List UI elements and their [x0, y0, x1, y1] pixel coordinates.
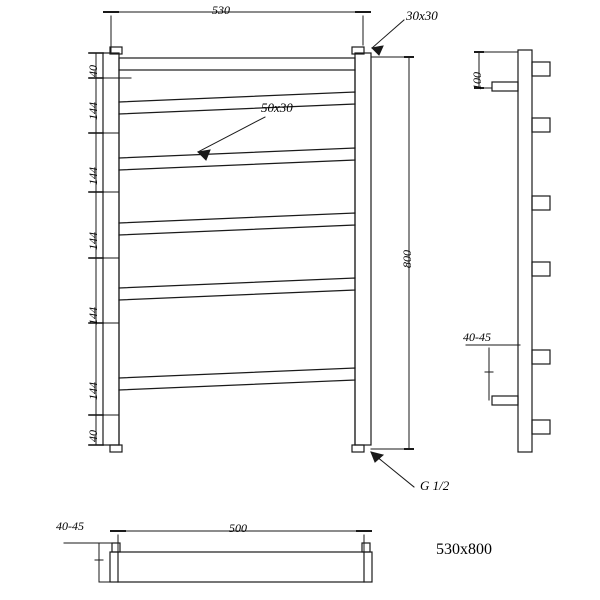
side-brackets — [532, 62, 550, 434]
dimension-side-40-45 — [466, 345, 520, 400]
side-post — [518, 50, 532, 452]
front-rail-3 — [119, 148, 355, 170]
label-side-100: 100 — [470, 72, 484, 90]
front-bottom-connectors — [110, 445, 364, 452]
label-g12: G 1/2 — [420, 478, 450, 493]
side-connector-top — [492, 82, 518, 91]
label-seg-4: 144 — [86, 232, 100, 250]
label-seg-7: 40 — [86, 430, 100, 442]
front-right-post — [355, 53, 371, 445]
plan-stubs — [112, 543, 370, 552]
label-side-40-45: 40-45 — [463, 330, 491, 344]
plan-body — [110, 552, 372, 582]
label-width-530: 530 — [212, 3, 230, 17]
front-rail-5 — [119, 278, 355, 300]
front-top-connectors — [110, 47, 364, 54]
dimension-plan-40-45 — [64, 543, 112, 582]
leader-30x30 — [372, 20, 404, 55]
drawing-title: 530x800 — [436, 541, 492, 558]
label-seg-2: 144 — [86, 102, 100, 120]
front-rail-4 — [119, 213, 355, 235]
label-plan-500: 500 — [229, 521, 247, 535]
dimension-width-530 — [104, 12, 370, 53]
side-connector-bottom — [492, 396, 518, 405]
front-rail-6 — [119, 303, 355, 325]
label-plan-40-45: 40-45 — [56, 519, 84, 533]
leader-g12 — [371, 452, 414, 487]
label-seg-1: 40 — [86, 65, 100, 77]
front-rail-7 — [119, 368, 355, 390]
label-50x30: 50x30 — [261, 100, 293, 115]
label-seg-6: 144 — [86, 382, 100, 400]
label-seg-5: 144 — [86, 307, 100, 325]
label-30x30: 30x30 — [406, 8, 438, 23]
label-height-800: 800 — [400, 250, 414, 268]
front-rail-2 — [119, 92, 355, 114]
front-rail-1 — [119, 58, 355, 70]
label-seg-3: 144 — [86, 167, 100, 185]
front-left-post — [103, 53, 119, 445]
